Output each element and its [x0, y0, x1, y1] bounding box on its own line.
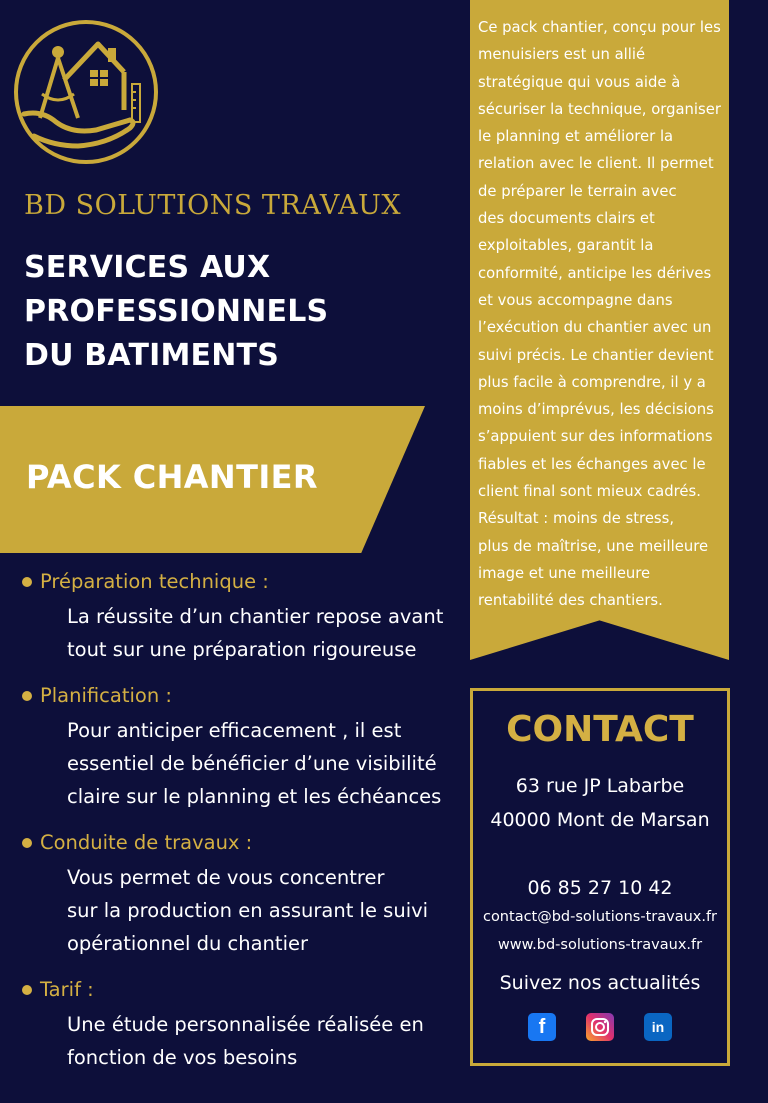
- service-item: [22, 976, 452, 1074]
- description-line: client final sont mieux cadrés.: [478, 483, 701, 501]
- company-name: BD SOLUTIONS TRAVAUX: [24, 190, 402, 221]
- description-line: conformité, anticipe les dérives: [478, 264, 712, 282]
- address-line: 63 rue JP Labarbe: [515, 775, 685, 797]
- service-text: tout sur une préparation rigoureuse: [67, 638, 417, 661]
- service-title: Planification :: [40, 684, 172, 707]
- description-line: exploitables, garantit la: [478, 237, 654, 255]
- phone-number[interactable]: 06 85 27 10 42: [527, 877, 673, 899]
- social-links: [473, 1013, 727, 1041]
- description-line: menuisiers est un allié: [478, 46, 646, 64]
- description-line: stratégique qui vous aide à: [478, 73, 681, 91]
- headline: [24, 246, 328, 378]
- description-line: rentabilité des chantiers.: [478, 592, 663, 610]
- service-title: Tarif :: [40, 978, 94, 1001]
- company-logo: [12, 18, 160, 166]
- pack-description: [478, 14, 726, 615]
- service-text: La réussite d’un chantier repose avant: [67, 605, 444, 628]
- description-line: Ce pack chantier, conçu pour les: [478, 19, 721, 36]
- service-item: [22, 568, 452, 666]
- description-line: fiables et les échanges avec le: [478, 455, 706, 473]
- services-list: [22, 568, 452, 1090]
- service-text: essentiel de bénéficier d’une visibilité: [67, 752, 437, 775]
- description-line: s’appuient sur des informations: [478, 428, 713, 446]
- service-title: Conduite de travaux :: [40, 831, 253, 854]
- description-line: l’exécution du chantier avec un: [478, 319, 712, 337]
- email-link[interactable]: contact@bd-solutions-travaux.fr: [482, 909, 718, 925]
- bullet-icon: [22, 691, 32, 701]
- description-line: des documents clairs et: [478, 210, 655, 228]
- description-line: Résultat : moins de stress,: [478, 510, 675, 528]
- service-item: [22, 829, 452, 960]
- service-text: claire sur le planning et les échéances: [67, 785, 442, 808]
- description-line: et vous accompagne dans: [478, 291, 673, 309]
- description-line: plus facile à comprendre, il y a: [478, 373, 706, 391]
- contact-title: CONTACT: [506, 709, 694, 750]
- description-line: moins d’imprévus, les décisions: [478, 401, 714, 419]
- service-text: Une étude personnalisée réalisée en: [67, 1013, 424, 1036]
- address-line: 40000 Mont de Marsan: [490, 809, 710, 831]
- service-text: sur la production en assurant le suivi: [67, 899, 429, 922]
- service-item: [22, 682, 452, 813]
- description-line: suivi précis. Le chantier devient: [478, 346, 714, 364]
- description-line: relation avec le client. Il permet: [478, 155, 714, 173]
- facebook-icon[interactable]: f: [528, 1013, 556, 1041]
- pack-title: PACK CHANTIER: [26, 458, 318, 496]
- bullet-icon: [22, 985, 32, 995]
- description-line: plus de maîtrise, une meilleure: [478, 537, 709, 555]
- headline-line: DU BATIMENTS: [24, 338, 280, 373]
- description-line: de préparer le terrain avec: [478, 182, 677, 200]
- bullet-icon: [22, 577, 32, 587]
- service-text: fonction de vos besoins: [67, 1046, 298, 1069]
- service-title: Préparation technique :: [40, 570, 269, 593]
- bullet-icon: [22, 838, 32, 848]
- service-text: Pour anticiper efficacement , il est: [67, 719, 402, 742]
- service-text: opérationnel du chantier: [67, 932, 308, 955]
- description-line: le planning et améliorer la: [478, 128, 674, 146]
- description-line: image et une meilleure: [478, 564, 651, 582]
- website-link[interactable]: www.bd-solutions-travaux.fr: [497, 937, 703, 953]
- follow-text: Suivez nos actualités: [499, 972, 701, 994]
- service-text: Vous permet de vous concentrer: [67, 866, 385, 889]
- contact-box: [470, 688, 730, 1066]
- headline-line: PROFESSIONNELS: [24, 294, 329, 329]
- description-line: sécuriser la technique, organiser: [478, 100, 721, 118]
- instagram-icon[interactable]: [586, 1013, 614, 1041]
- headline-line: SERVICES AUX: [24, 250, 271, 285]
- linkedin-icon[interactable]: in: [644, 1013, 672, 1041]
